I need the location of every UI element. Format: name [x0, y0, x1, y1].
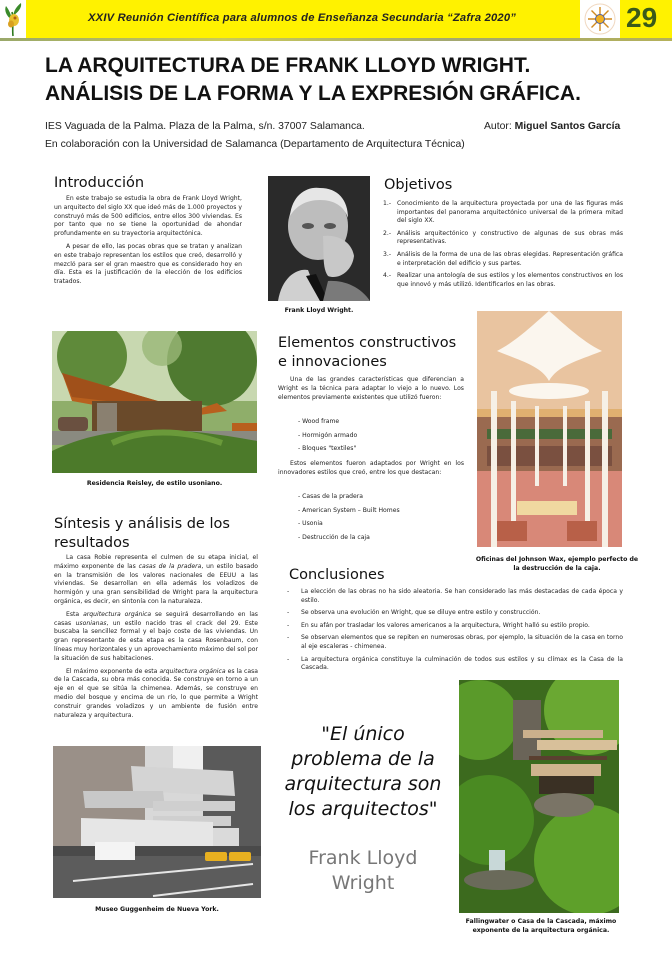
guggenheim-caption: Museo Guggenheim de Nueva York. [95, 906, 219, 913]
conclusiones-heading: Conclusiones [289, 567, 385, 583]
elementos-text-1: Una de las grandes características que diferencian a Wright es la técnica para adaptar lo viejo a lo nuevo. Los elementos previamente existentes que utilizó fueron: [278, 376, 464, 401]
objetivos-list [383, 200, 623, 293]
list-item: - Usonia [298, 520, 323, 527]
title-line-1: LA ARQUITECTURA DE FRANK LLOYD WRIGHT. [45, 54, 531, 77]
elementos-heading: Elementos constructivos e innovaciones [278, 335, 457, 370]
poster-title [45, 52, 581, 108]
objetivo-item: 1.- Conocimiento de la arquitectura proyectada por una de las figuras más importantes del panorama arquitectónico universal de la primera mitad del siglo XX. [383, 200, 623, 225]
fallingwater-caption: Fallingwater o Casa de la Cascada, máximo exponente de la arquitectura orgánica. [465, 918, 617, 934]
conclusion-item: - La arquitectura orgánica constituye la culminación de todos sus estilos y su clímax es la Casa de la Cascada. [287, 655, 623, 672]
conclusion-item: - Se observan elementos que se repiten en numerosas obras, por ejemplo, la situación de la casa en torno al eje escaleras - chimenea. [287, 634, 623, 650]
intro-heading: Introducción [54, 175, 145, 191]
sintesis-text [54, 554, 258, 724]
reisley-residence-photo [52, 331, 257, 473]
intro-paragraph: En este trabajo se estudia la obra de Frank Lloyd Wright, un arquitecto del siglo XX que ideó más de 1.000 proyectos y construyó más de 500 edificios, entre ellos 300 viviendas. Es por tanto que no se tiene la oportunidad de ahondar profundamente en su trayectoria arquitectónica. [54, 195, 243, 238]
conclusion-item: - En su afán por trasladar los valores americanos a la arquitectura, Wright halló su estilo propio. [287, 621, 590, 629]
poster-number: 29 [626, 2, 658, 33]
guggenheim-photo [53, 746, 261, 898]
elementos-text-2: Estos elementos fueron adaptados por Wright en los innovadores estilos que creó, entre los que destacan: [278, 460, 464, 476]
portrait-caption: Frank Lloyd Wright. [284, 307, 354, 314]
fallingwater-photo [459, 680, 619, 913]
header-divider [0, 38, 672, 41]
title-line-2: ANÁLISIS DE LA FORMA Y LA EXPRESIÓN GRÁFICA. [45, 82, 581, 105]
sintesis-paragraph: El máximo exponente de esta arquitectura orgánica es la casa de la Cascada, su obra más conocida. Se construye en torno a un eje en el que se sitúa la chimenea. Además, se construye en medio del bosque y encima de un río, lo que permite a Wright construir grandes voladizos y un ambiente de fusión entre naturaleza y arquitectura. [54, 667, 259, 719]
list-item: - Bloques "textiles" [298, 445, 357, 452]
johnson-wax-photo [477, 311, 622, 547]
list-item: - Hormigón armado [298, 431, 358, 439]
orchid-logo-icon [0, 0, 26, 38]
intro-paragraph: A pesar de ello, las pocas obras que se tratan y analizan en este trabajo representan los estilos que creó, desarrolló y mezcló para ser el gran maestro que es considerado hoy en día. Esta es la justificación de la elección de los edificios tratados. [54, 242, 242, 286]
johnson-wax-caption: Oficinas del Johnson Wax, ejemplo perfecto de la destrucción de la caja. [475, 556, 639, 572]
author [484, 121, 620, 132]
objetivo-item: 4.- Realizar una antología de sus estilos y los elementos constructivos en los que innovó y más utilizó. Identificarlos en las obras. [383, 272, 623, 288]
quote-author: Frank Lloyd Wright [308, 847, 418, 894]
collaboration: En colaboración con la Universidad de Salamanca (Departamento de Arquitectura Técnica) [45, 139, 465, 150]
header-bar [0, 0, 672, 38]
sun-logo-icon [580, 0, 620, 38]
list-item: - American System – Built Homes [298, 506, 400, 514]
list-item: - Wood frame [298, 418, 340, 425]
quote-text: "El único problema de la arquitectura son los arquitectos" [284, 723, 442, 820]
objetivo-item: 2.- Análisis arquitectónico y constructivo de algunas de sus obras más representativas. [383, 229, 623, 246]
sintesis-heading: Síntesis y análisis de los resultados [54, 516, 230, 551]
objetivos-heading: Objetivos [384, 177, 453, 193]
affiliation: IES Vaguada de la Palma. Plaza de la Palma, s/n. 37007 Salamanca. [45, 121, 365, 132]
conclusion-item: - Se observa una evolución en Wright, que se diluye entre estilo y construcción. [287, 609, 541, 617]
author-name: Miguel Santos García [514, 121, 621, 132]
elementos-list-1 [298, 418, 357, 459]
conclusion-item: - La elección de las obras no ha sido aleatoria. Se han considerado las más destacadas de cada época y estilo. [287, 588, 623, 604]
conclusiones-list [287, 588, 623, 677]
list-item: - Destrucción de la caja [298, 533, 370, 541]
objetivo-item: 3.- Análisis de la forma de una de las obras elegidas. Representación gráfica e interpretación del edificio y sus partes. [383, 250, 623, 267]
portrait-photo [268, 176, 370, 301]
sintesis-paragraph: Esta arquitectura orgánica se seguirá desarrollando en las casas usonianas, un estilo nacido tras el crack del 29. Este buscaba la sencillez formal y el bajo coste de las viviendas. Un gran representante de esta etapa es la casa Rosenbaum, con líneas muy horizontales y un aprovechamiento máximo del sol por la situación de sus habitaciones. [54, 610, 259, 662]
elementos-list-2 [298, 493, 400, 547]
sintesis-paragraph: La casa Robie representa el culmen de su etapa inicial, el máximo exponente de las casas de la pradera, un estilo basado en la transmisión de los valores nacionales de EEUU a las viviendas. Se desarrollan en ella además los voladizos de hormigón y una gran sensibilidad de Wright para la arquitectura orgánica, es decir, en sintonía con la naturaleza. [54, 554, 258, 605]
conference-title: XXIV Reunión Científica para alumnos de Enseñanza Secundaria “Zafra 2020” [88, 12, 517, 24]
author-label: Autor: [484, 121, 515, 132]
intro-text [54, 195, 242, 291]
list-item: - Casas de la pradera [298, 493, 364, 500]
reisley-caption: Residencia Reisley, de estilo usoniano. [86, 480, 223, 487]
